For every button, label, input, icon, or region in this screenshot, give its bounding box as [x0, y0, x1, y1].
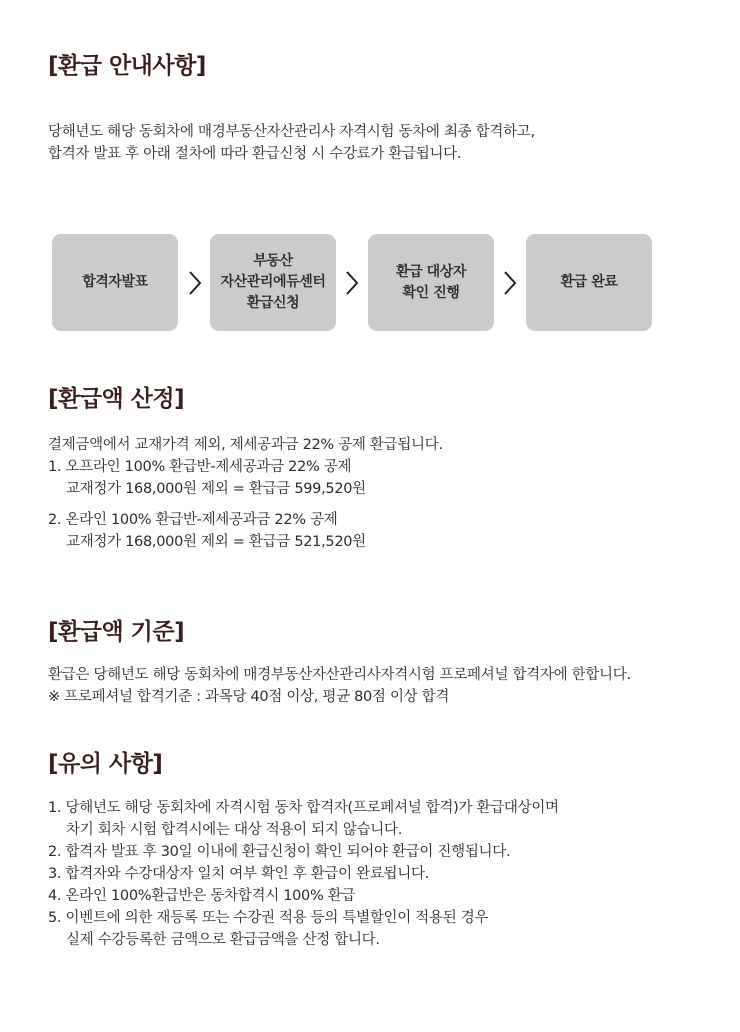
calculation-body	[48, 434, 443, 553]
criteria-line-1: 환급은 당해년도 해당 동회차에 매경부동산자산관리사자격시험 프로페셔널 합격자에 한합니다.	[48, 667, 631, 683]
calculation-item-2-detail: 교재정가 168,000원 제외 = 환급금 521,520원	[66, 534, 366, 550]
notes-line-7: 실제 수강등록한 금액으로 환급금액을 산정 합니다.	[66, 932, 380, 948]
step-complete	[526, 234, 652, 331]
notes-line-2: 차기 회차 시험 합격시에는 대상 적용이 되지 않습니다.	[66, 822, 403, 838]
criteria-line-2: ※ 프로페셔널 합격기준 : 과목당 40점 이상, 평균 80점 이상 합격	[48, 689, 450, 705]
notes-title: [유의 사항]	[48, 751, 163, 777]
step-announcement	[52, 234, 178, 331]
criteria-body	[48, 664, 631, 708]
chevron-right-icon	[186, 270, 204, 296]
guide-title: [환급 안내사항]	[48, 53, 206, 79]
guide-description	[48, 121, 535, 165]
notes-line-1: 1. 당해년도 해당 동회차에 자격시험 동차 합격자(프로페셔널 합격)가 환급대상이며	[48, 800, 559, 816]
notes-line-5: 4. 온라인 100%환급반은 동차합격시 100% 환급	[48, 888, 356, 904]
guide-line-2: 합격자 발표 후 아래 절차에 따라 환급신청 시 수강료가 환급됩니다.	[48, 146, 462, 162]
chevron-right-icon	[501, 270, 519, 296]
guide-line-1: 당해년도 해당 동회차에 매경부동산자산관리사 자격시험 동차에 최종 합격하고,	[48, 124, 535, 140]
calculation-intro: 결제금액에서 교재가격 제외, 제세공과금 22% 공제 환급됩니다.	[48, 437, 443, 453]
calculation-item-1-detail: 교재정가 168,000원 제외 = 환급금 599,520원	[66, 481, 366, 497]
calculation-title: [환급액 산정]	[48, 386, 185, 412]
criteria-title: [환급액 기준]	[48, 619, 185, 645]
step-announcement-label: 합격자발표	[82, 274, 148, 290]
step-verify-label: 환급 대상자 확인 진행	[395, 263, 467, 301]
notes-line-4: 3. 합격자와 수강대상자 일치 여부 확인 후 환급이 완료됩니다.	[48, 866, 429, 882]
step-complete-label: 환급 완료	[560, 274, 618, 290]
notes-line-6: 5. 이벤트에 의한 재등록 또는 수강권 적용 등의 특별할인이 적용된 경우	[48, 910, 489, 926]
calculation-item-2: 2. 온라인 100% 환급반-제세공과금 22% 공제	[48, 512, 338, 528]
calculation-item-1: 1. 오프라인 100% 환급반-제세공과금 22% 공제	[48, 459, 352, 475]
step-verify	[368, 234, 494, 331]
step-apply-label: 부동산 자산관리에듀센터 환급신청	[220, 253, 326, 311]
notes-body	[48, 797, 559, 951]
step-apply	[210, 234, 336, 331]
chevron-right-icon	[343, 270, 361, 296]
notes-line-3: 2. 합격자 발표 후 30일 이내에 환급신청이 확인 되어야 환급이 진행됩니다.	[48, 844, 511, 860]
refund-process-steps	[52, 234, 653, 331]
